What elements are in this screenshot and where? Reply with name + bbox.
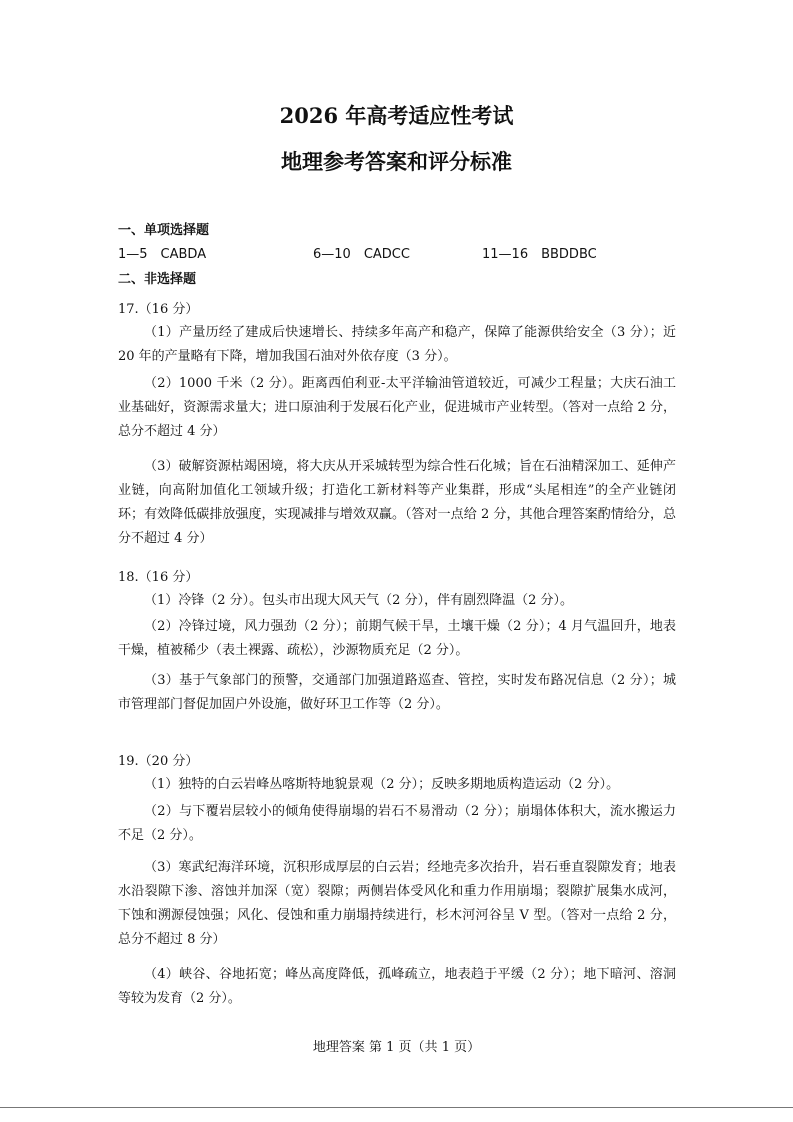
page-footer: 地理答案 第 1 页（共 1 页）	[312, 1040, 481, 1055]
q17-answer-3: （3）破解资源枯竭困境，将大庆从开采城转型为综合性石化城；旨在石油精深加工、延伸产业链，向高附加值化工领域升级；打造化工新材料等产业集群，形成“头尾相连”的全产业链闭环；有效降低碳排放强度，实现减排与增效双赢。（答对一点给 2 分，其他合理答案酌情给分，总分不超过 4 分）	[118, 459, 676, 546]
q19-answer-1: （1）独特的白云岩峰丛喀斯特地貌景观（2 分）；反映多期地质构造运动（2 分）。	[144, 777, 620, 792]
q17-answer-2: （2）1000 千米（2 分）。距离西伯利亚-太平洋输油管道较近，可减少工程量；大庆石油工业基础好，资源需求量大；进口原油利于发展石化产业，促进城市产业转型。（答对一点给 2 分，总分不超过 4 分）	[118, 376, 676, 439]
document-subtitle: 地理参考答案和评分标准	[281, 149, 512, 174]
answer-group-1-5: 1—5 CABDA	[118, 247, 207, 262]
q19-answer-3: （3）寒武纪海洋环境，沉积形成厚层的白云岩；经地壳多次抬升，岩石垂直裂隙发育；地表水沿裂隙下渗、溶蚀并加深（宽）裂隙；两侧岩体受风化和重力作用崩塌；裂隙扩展集水成河，下蚀和溯源侵蚀强；风化、侵蚀和重力崩塌持续进行，杉木河河谷呈 V 型。（答对一点给 2 分，总分不超过 8 分）	[118, 860, 676, 947]
q18-answer-1: （1）冷锋（2 分）。包头市出现大风天气（2 分），伴有剧烈降温（2 分）。	[144, 593, 573, 608]
q18-answer-3: （3）基于气象部门的预警，交通部门加强道路巡查、管控，实时发布路况信息（2 分）；城市管理部门督促加固户外设施，做好环卫工作等（2 分）。	[118, 673, 676, 712]
question-19-header: 19.（20 分）	[118, 754, 199, 769]
answer-group-11-16: 11—16 BBDDBC	[482, 247, 597, 262]
q19-answer-2: （2）与下覆岩层较小的倾角使得崩塌的岩石不易滑动（2 分）；崩塌体体积大，流水搬运力不足（2 分）。	[118, 804, 676, 843]
section-heading-multiple-choice: 一、单项选择题	[118, 223, 210, 238]
q19-answer-4: （4）峡谷、谷地拓宽；峰丛高度降低，孤峰疏立，地表趋于平缓（2 分）；地下暗河、溶洞等较为发育（2 分）。	[118, 967, 676, 1006]
q18-answer-2: （2）冷锋过境，风力强劲（2 分）；前期气候干旱，土壤干燥（2 分）；4 月气温回升，地表干燥，植被稀少（表土裸露、疏松），沙源物质充足（2 分）。	[118, 619, 676, 658]
q17-answer-1: （1）产量历经了建成后快速增长、持续多年高产和稳产，保障了能源供给安全（3 分）；近 20 年的产量略有下降，增加我国石油对外依存度（3 分）。	[118, 325, 676, 364]
question-17-header: 17.（16 分）	[118, 302, 199, 317]
question-18-header: 18.（16 分）	[118, 570, 199, 585]
section-heading-free-response: 二、非选择题	[118, 272, 197, 287]
document-title: 2026 年高考适应性考试	[279, 103, 514, 128]
page-bottom-divider	[0, 1107, 793, 1108]
answer-group-6-10: 6—10 CADCC	[313, 247, 410, 262]
